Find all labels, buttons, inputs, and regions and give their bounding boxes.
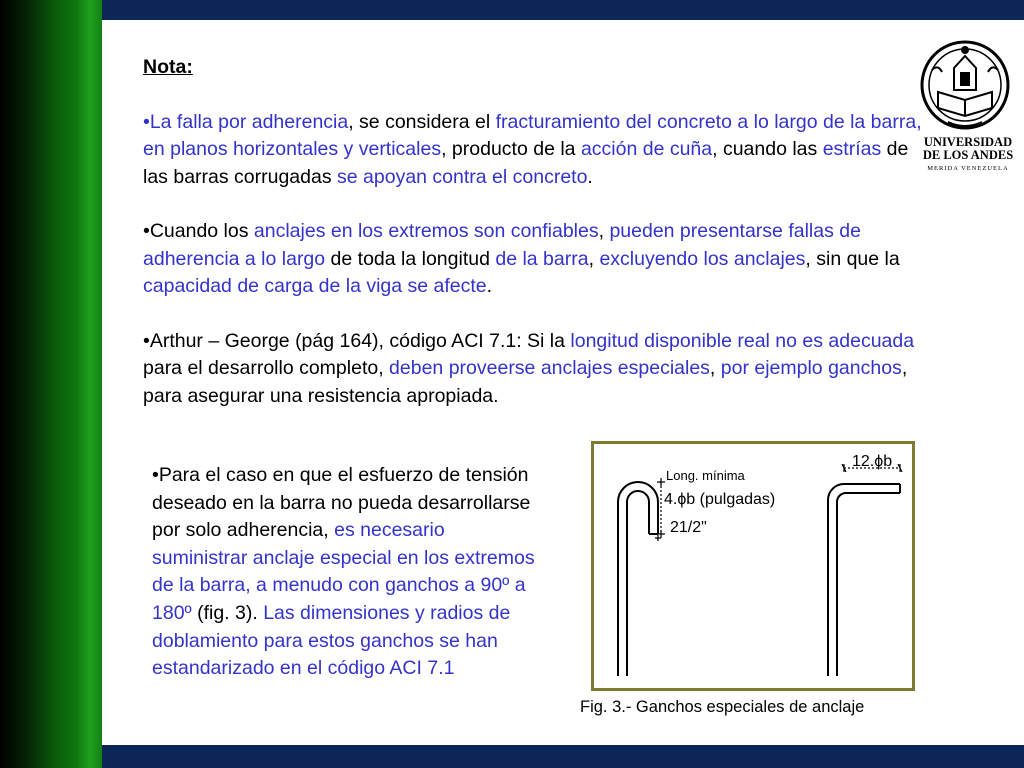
highlighted-text-run: excluyendo los anclajes [599, 247, 806, 270]
text-run: . [486, 275, 493, 297]
highlighted-text-run: se apoyan contra el concreto [337, 165, 588, 188]
text-run: de toda la longitud [325, 247, 496, 270]
highlighted-text-run: pueden presentarse fallas de adherencia a lo largo [143, 220, 861, 270]
hook-180-dimensions [655, 478, 665, 541]
side-text-block [152, 462, 542, 683]
paragraph-special-anchorage [152, 462, 542, 683]
highlighted-text-run: fracturamiento del concreto a lo largo de la barra, en planos horizontales y verticales [143, 110, 922, 160]
logo-line-1: UNIVERSIDAD [923, 135, 1013, 149]
text-run: , [709, 357, 721, 379]
highlighted-text-run: deben proveerse anclajes especiales [389, 357, 710, 379]
logo-line-3: MERIDA VENEZUELA [927, 165, 1009, 172]
highlighted-text-run: por ejemplo ganchos [720, 357, 902, 379]
left-green-band [78, 0, 102, 768]
highlighted-text-run: longitud disponible real no es adecuada [570, 329, 915, 352]
text-run: (fig. 3). [191, 601, 264, 624]
label-2-1-2-inch: 21/2" [670, 519, 707, 536]
paragraph-anchorage [143, 218, 933, 301]
text-run: •Cuando los [143, 220, 254, 242]
highlighted-text-run: estrías [822, 138, 882, 160]
paragraph-adherence-failure [143, 109, 933, 192]
top-navy-band [102, 0, 1024, 20]
hook-180 [618, 482, 658, 676]
text-run: , sin que la [805, 247, 900, 270]
text-run: , para asegurar una resistencia apropiada. [143, 357, 908, 407]
hook-diagram [594, 444, 912, 688]
university-logo [918, 30, 1018, 175]
hook-90 [828, 484, 900, 676]
figure-caption: Fig. 3.- Ganchos especiales de anclaje [580, 698, 865, 716]
text-run: , se considera el [348, 110, 496, 133]
label-min-length: Long. mínima [666, 468, 745, 483]
text-run: para el desarrollo completo, [143, 357, 390, 379]
main-text-block [143, 54, 933, 410]
text-run: . [587, 165, 593, 188]
text-run: , [598, 220, 610, 242]
text-run: •Arthur – George (pág 164), código ACI 7.1: Si la [143, 329, 571, 352]
highlighted-text-run: Las dimensiones y radios de doblamiento para estos ganchos se han estandarizado en el código ACI 7.1 [152, 601, 511, 680]
left-dark-band [0, 0, 78, 768]
text-run: , cuando las [712, 138, 823, 160]
highlighted-text-run: capacidad de carga de la viga se afecte [143, 275, 487, 297]
text-run: , producto de la [441, 138, 581, 160]
highlighted-text-run: •La falla por adherencia [143, 110, 349, 133]
bottom-navy-band [102, 745, 1024, 768]
text-run: •Para el caso en que el esfuerzo de tensión deseado en la barra no pueda desarrollarse por solo adherencia, [152, 464, 531, 542]
highlighted-text-run: de la barra [495, 247, 589, 270]
label-4db: 4.ϕb (pulgadas) [664, 491, 776, 508]
label-12db: 12.ϕb [852, 453, 893, 470]
university-seal [922, 42, 1008, 128]
highlighted-text-run: es necesario suministrar anclaje especial en los extremos de la barra, a menudo con ganchos a 90º a 180º [152, 519, 535, 624]
hook-figure [591, 441, 915, 691]
highlighted-text-run: anclajes en los extremos son confiables [253, 220, 599, 242]
highlighted-text-run: acción de cuña [580, 138, 713, 160]
paragraph-aci-reference [143, 328, 933, 411]
text-run: de las barras corrugadas [143, 138, 909, 188]
text-run: , [588, 247, 600, 270]
note-heading: Nota: [143, 56, 193, 78]
logo-line-2: DE LOS ANDES [922, 148, 1014, 162]
